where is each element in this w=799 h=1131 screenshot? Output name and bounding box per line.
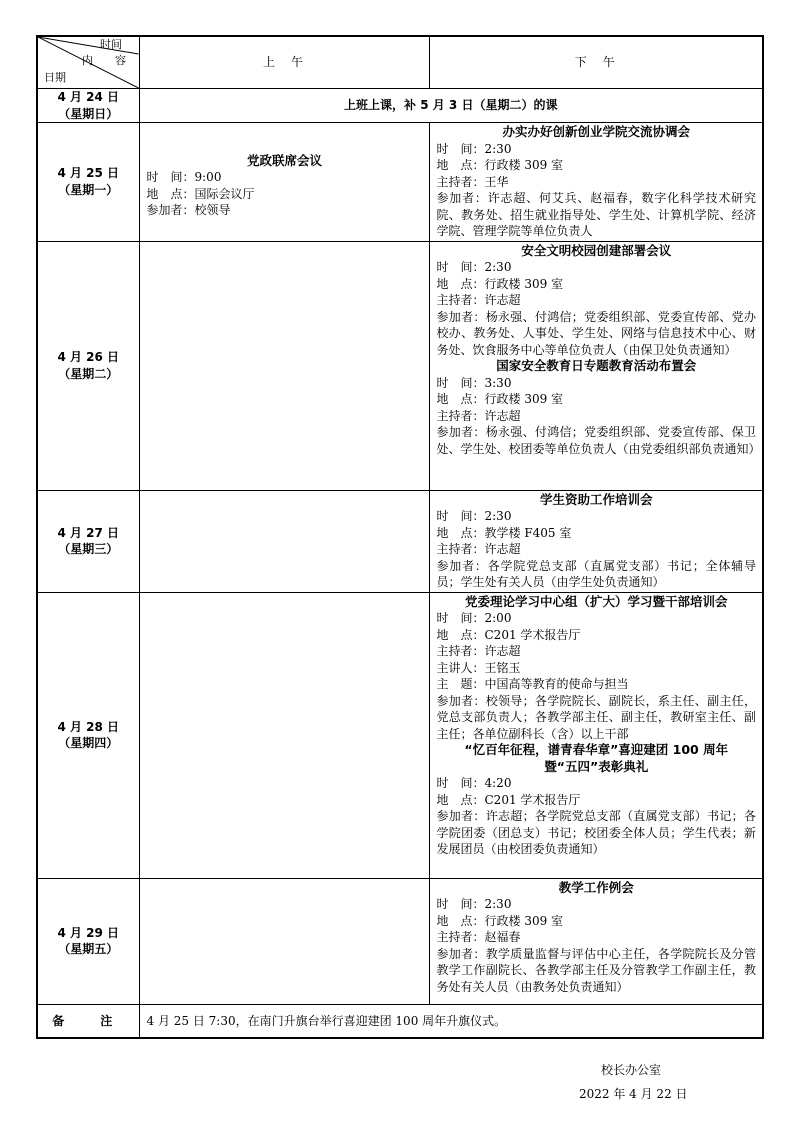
meeting-host: 主持者：许志超 xyxy=(436,542,521,556)
date-label: 4 月 25 日 xyxy=(57,166,120,181)
afternoon-cell xyxy=(429,123,763,242)
morning-cell xyxy=(139,123,429,242)
meeting-host: 主持者：赵福春 xyxy=(436,930,521,944)
weekday-label: （星期三） xyxy=(58,542,119,556)
corner-time-label: 时间 xyxy=(100,38,122,51)
meeting-topic: 主 题：中国高等教育的使命与担当 xyxy=(436,677,629,691)
row-apr29 xyxy=(37,878,763,1004)
weekday-label: （星期日） xyxy=(58,106,119,121)
meeting-attendees: 参加者：许志超；各学院党总支部（直属党支部）书记；各学院团委（团总支）书记；校团委全体人员；学生代表；新发展团员（由校团委负责通知） xyxy=(436,809,756,856)
morning-cell xyxy=(139,878,429,1004)
weekday-label: （星期四） xyxy=(58,736,119,750)
date-cell xyxy=(37,592,139,878)
meeting-place: 地 点：国际会议厅 xyxy=(146,186,255,201)
meeting-title: 党政联席会议 xyxy=(246,152,322,168)
remarks-label: 备 注 xyxy=(37,1004,139,1038)
date-cell xyxy=(37,123,139,242)
meeting-title: 学生资助工作培训会 xyxy=(539,491,653,507)
date-label: 4 月 27 日 xyxy=(57,525,120,540)
makeup-class-note: 上班上课，补 5 月 3 日（星期二）的课 xyxy=(139,89,763,123)
meeting-host: 主持者：王华 xyxy=(436,174,509,189)
date-cell xyxy=(37,490,139,592)
morning-cell xyxy=(139,592,429,878)
diagonal-header-cell xyxy=(37,36,139,89)
meeting-speaker: 主讲人：王铭玉 xyxy=(436,660,521,675)
meeting-time: 时 间：2:30 xyxy=(436,141,512,156)
afternoon-header: 下 午 xyxy=(429,36,763,89)
row-apr26 xyxy=(37,241,763,490)
date-cell xyxy=(37,241,139,490)
row-remarks xyxy=(37,1004,763,1038)
meeting-attendees: 参加者：各学院党总支部（直属党支部）书记；全体辅导员；学生处有关人员（由学生处负责通知） xyxy=(436,558,756,589)
meeting-time: 时 间：2:00 xyxy=(436,611,512,625)
issue-date: 2022 年 4 月 22 日 xyxy=(579,1087,688,1101)
meeting-time: 时 间：9:00 xyxy=(146,170,222,185)
meeting-host: 主持者：许志超 xyxy=(436,644,521,658)
meeting-time: 时 间：4:20 xyxy=(436,776,512,790)
morning-cell xyxy=(139,490,429,592)
row-apr28 xyxy=(37,592,763,878)
ceremony-title: “忆百年征程，谱青春华章”喜迎建团 100 周年 xyxy=(464,742,729,757)
meeting-attendees: 参加者：校领导 xyxy=(146,203,231,218)
meeting-place: 地 点：行政楼 309 室 xyxy=(436,276,564,291)
meeting-place: 地 点：教学楼 F405 室 xyxy=(436,525,572,540)
meeting-title: 安全文明校园创建部署会议 xyxy=(521,242,672,258)
meeting-attendees: 参加者：校领导；各学院院长、副院长，系主任、副主任，党总支部负责人；各教学部主任、副主任，教研室主任、副主任；各单位副科长（含）以上干部 xyxy=(436,693,756,741)
meeting-title: 教学工作例会 xyxy=(558,879,634,895)
weekday-label: （星期五） xyxy=(58,942,119,956)
afternoon-cell xyxy=(429,878,763,1004)
meeting-attendees: 参加者：教学质量监督与评估中心主任，各学院院长及分管教学工作副院长、各教学部主任及分管教学工作副主任，教务处有关人员（由教务处负责通知） xyxy=(436,946,756,994)
meeting-place: 地 点：行政楼 309 室 xyxy=(436,158,564,172)
remarks-text: 4 月 25 日 7:30，在南门升旗台举行喜迎建团 100 周年升旗仪式。 xyxy=(139,1004,763,1038)
meeting-time: 时 间：2:30 xyxy=(436,509,512,523)
ceremony-subtitle: 暨“五四”表彰典礼 xyxy=(544,758,649,774)
meeting-attendees: 参加者：许志超、何艾兵、赵福春，数字化科学技术研究院、教务处、招生就业指导处、学生处、计算机学院、经济学院、管理学院等单位负责人 xyxy=(436,191,756,238)
meeting-title: 党委理论学习中心组（扩大）学习暨干部培训会 xyxy=(464,593,728,609)
meeting-attendees: 参加者：杨永强、付鸿信；党委组织部、党委宣传部、保卫处、学生处、校团委等单位负责人（由党委组织部负责通知） xyxy=(436,425,761,456)
meeting-time: 时 间：2:30 xyxy=(436,260,512,274)
date-label: 4 月 29 日 xyxy=(57,925,120,940)
meeting-host: 主持者：许志超 xyxy=(436,408,521,423)
weekday-label: （星期一） xyxy=(58,182,119,197)
weekday-label: （星期二） xyxy=(58,366,119,381)
meeting-time: 时 间：3:30 xyxy=(436,375,512,390)
row-apr25 xyxy=(37,123,763,242)
afternoon-cell xyxy=(429,241,763,490)
meeting-place: 地 点：C201 学术报告厅 xyxy=(436,627,581,642)
meeting-place: 地 点：行政楼 309 室 xyxy=(436,913,564,928)
morning-cell xyxy=(139,241,429,490)
meeting-time: 时 间：2:30 xyxy=(436,897,512,911)
corner-date-label: 日期 xyxy=(44,71,66,84)
afternoon-cell xyxy=(429,592,763,878)
afternoon-cell xyxy=(429,490,763,592)
date-cell xyxy=(37,878,139,1004)
meeting-place: 地 点：行政楼 309 室 xyxy=(436,392,564,406)
date-label: 4 月 24 日 xyxy=(57,90,120,104)
date-label: 4 月 26 日 xyxy=(57,350,120,364)
morning-header: 上 午 xyxy=(139,36,429,89)
row-apr27 xyxy=(37,490,763,592)
meeting-title: 国家安全教育日专题教育活动布置会 xyxy=(496,358,697,373)
date-cell xyxy=(37,89,139,123)
corner-content-label: 内 容 xyxy=(82,54,126,67)
meeting-host: 主持者：许志超 xyxy=(436,293,521,307)
issuing-office: 校长办公室 xyxy=(601,1063,662,1077)
weekly-schedule-table xyxy=(36,35,764,1039)
date-label: 4 月 28 日 xyxy=(57,719,120,734)
meeting-title: 办实办好创新创业学院交流协调会 xyxy=(502,124,690,139)
meeting-attendees: 参加者：杨永强、付鸿信；党委组织部、党委宣传部、党办校办、教务处、人事处、学生处、网络与信息技术中心、财务处、饮食服务中心等单位负责人（由保卫处负责通知） xyxy=(436,309,756,357)
row-apr24 xyxy=(37,89,763,123)
meeting-place: 地 点：C201 学术报告厅 xyxy=(436,792,581,807)
header-row xyxy=(37,36,763,89)
